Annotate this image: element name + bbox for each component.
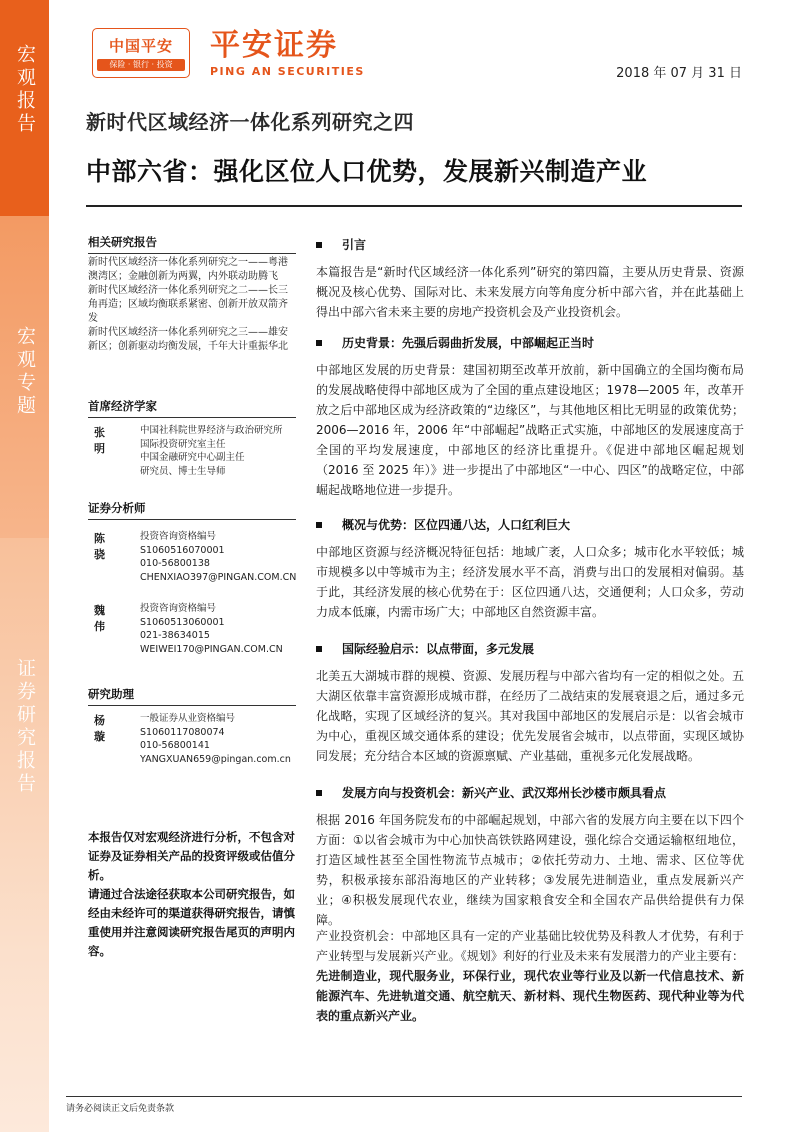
related-report-item[interactable]: 新时代区域经济一体化系列研究之二——长三角再造；区域均衡联系紧密、创新开放双箭齐发 <box>88 285 288 324</box>
section-heading-text: 概况与优势：区位四通八达，人口红利巨大 <box>342 518 571 532</box>
side-tab-label: 宏观报告 <box>14 44 36 136</box>
chief-economist-heading: 首席经济学家 <box>88 398 296 418</box>
section-heading-outlook <box>316 784 666 801</box>
body-text-emphasis: 先进制造业，现代服务业，环保行业，现代农业等行业及以新一代信息技术、新能源汽车、先进轨道交通、航空航天、新材料、现代生物医药、现代种业等为代表的重点新兴产业。 <box>316 969 744 1023</box>
person-info <box>140 602 310 656</box>
square-bullet-icon <box>316 340 322 346</box>
section-heading-history <box>316 334 594 351</box>
body-paragraph: 本篇报告是“新时代区域经济一体化系列”研究的第四篇，主要从历史背景、资源概况及核心优势、国际对比、未来发展方向等角度分析中部六省，并在此基础上得出中部六省未来主要的房地产投资机会及产业投资机会。 <box>316 265 744 319</box>
research-assistant-heading: 研究助理 <box>88 686 296 706</box>
body-paragraph: 中部地区资源与经济概况特征包括：地域广袤，人口众多；城市化水平较低；城市规模多以中等城市为主；经济发展水平不高，消费与出口的发展相对偏弱。基于此，其经济发展的核心优势在于：区位四通八达，交通便利；人口众多，劳动力成本低廉，内需市场广大；中部地区自然资源丰富。 <box>316 545 744 619</box>
logo-securities-zh: 平安证券 <box>210 28 338 63</box>
square-bullet-icon <box>316 242 322 248</box>
ping-an-securities-logo <box>210 30 365 78</box>
person-info-line: 一般证券从业资格编号 <box>140 713 236 724</box>
analyst-email-link[interactable]: WEIWEI170@PINGAN.COM.CN <box>140 643 283 655</box>
person-info-line: S1060117080074 <box>140 726 225 738</box>
logo-pingan-main-text: 中国平安 <box>108 37 173 55</box>
section-heading-intro <box>316 236 366 253</box>
logo-pingan-tagline: 保险 · 银行 · 投资 <box>97 59 185 71</box>
section-heading-international <box>316 640 534 657</box>
person-info-line: 研究员、博士生导师 <box>140 465 226 477</box>
body-text: 产业投资机会：中部地区具有一定的产业基础比较优势及科教人才优势，有利于产业转型与发展新兴产业。《规划》利好的行业及未来有发展潜力的产业主要有： <box>316 929 744 963</box>
page-title: 中部六省：强化区位人口优势，发展新兴制造产业 <box>86 157 648 186</box>
section-heading-text: 历史背景：先强后弱曲折发展，中部崛起正当时 <box>342 336 595 350</box>
person-info-line: 投资咨询资格编号 <box>140 531 217 542</box>
title-divider <box>86 205 742 207</box>
section-body-industry <box>316 926 744 1026</box>
logo-securities-en: PING AN SECURITIES <box>210 65 365 78</box>
related-reports-heading: 相关研究报告 <box>88 234 296 254</box>
related-reports-list <box>88 256 296 354</box>
disclaimer-paragraph: 本报告仅对宏观经济进行分析，不包含对证券及证券相关产品的投资评级或估值分析。 <box>88 830 295 882</box>
section-body-international <box>316 666 744 766</box>
disclaimer <box>88 828 300 961</box>
section-heading-text: 发展方向与投资机会：新兴产业、武汉郑州长沙楼市颇具看点 <box>342 786 667 800</box>
side-tab-macro-topic <box>0 216 49 538</box>
person-info-line: S1060516070001 <box>140 544 225 556</box>
section-body-outlook <box>316 810 744 930</box>
series-title: 新时代区域经济一体化系列研究之四 <box>86 110 414 134</box>
person-info-line: 中国社科院世界经济与政治研究所 <box>140 425 283 436</box>
analyst-email-link[interactable]: CHENXIAO397@PINGAN.COM.CN <box>140 571 297 583</box>
assistant-email-link[interactable]: YANGXUAN659@pingan.com.cn <box>140 753 291 765</box>
person-info-line: 投资咨询资格编号 <box>140 603 217 614</box>
person-info-line: 021-38634015 <box>140 630 210 641</box>
body-paragraph <box>316 926 744 1026</box>
side-tab-label: 证券研究报告 <box>14 658 36 796</box>
person-name: 魏伟 <box>94 604 105 633</box>
report-date: 2018 年 07 月 31 日 <box>616 66 742 81</box>
section-body-intro <box>316 262 744 322</box>
side-tab-macro-report <box>0 0 49 216</box>
disclaimer-paragraph: 请通过合法途径获取本公司研究报告，如经由未经许可的渠道获得研究报告，请慎重使用并注意阅读研究报告尾页的声明内容。 <box>88 887 295 958</box>
person-info <box>140 712 310 766</box>
body-paragraph: 根据 2016 年国务院发布的中部崛起规划，中部六省的发展方向主要在以下四个方面：①以省会城市为中心加快高铁铁路网建设，强化综合交通运输枢纽地位，打造区域性甚至全国性物流节点城市；②依托劳动力、土地、需求、区位等优势，积极承接东部沿海地区的产业转移；③发展先进制造业，重点发展新兴产业；④积极发展现代农业，继续为国家粮食安全和全国农产品供给提供有力保障。 <box>316 813 744 927</box>
side-tab-label: 宏观专题 <box>14 326 36 418</box>
footer-note: 请务必阅读正文后免责条款 <box>66 1104 175 1114</box>
section-heading-text: 引言 <box>342 238 367 252</box>
body-paragraph: 北美五大湖城市群的规模、资源、发展历程与中部六省均有一定的相似之处。五大湖区依靠丰富资源形成城市群，在经历了二战结束的发展衰退之后，通过多元化战略，实现了区域经济的复兴。其对我国中部地区的发展启示是：以省会城市为中心，重视区域交通体系的建设；优先发展省会城市，以点带面，实现区域协同发展；充分结合本区域的资源禀赋、产业基础，重视多元化发展战略。 <box>316 669 744 763</box>
related-report-item[interactable]: 新时代区域经济一体化系列研究之三——雄安新区；创新驱动均衡发展，千年大计重振华北 <box>88 327 288 352</box>
person-name: 杨璇 <box>94 714 105 743</box>
person-info-line: 国际投资研究室主任 <box>140 438 226 450</box>
ping-an-group-logo <box>92 28 190 78</box>
section-body-overview <box>316 542 744 622</box>
section-heading-text: 国际经验启示：以点带面，多元发展 <box>342 642 535 656</box>
square-bullet-icon <box>316 646 322 652</box>
person-name: 陈骁 <box>94 532 105 561</box>
square-bullet-icon <box>316 790 322 796</box>
person-info <box>140 530 310 584</box>
square-bullet-icon <box>316 522 322 528</box>
person-info-line: 010-56800141 <box>140 740 210 751</box>
side-tab-securities-research <box>0 538 49 1132</box>
body-paragraph: 中部地区发展的历史背景：建国初期至改革开放前，新中国确立的全国均衡布局的发展战略使得中部地区成为了全国的重点建设地区；1978—2005 年，改革开放之后中部地区成为经济政策的“边缘区”，与其他地区相比无明显的政策优势；2006—2016 年，2006 年“中部崛起”战略正式实施，中部地区的发展速度高于全国的平均发展速度，中部地区的经济比重提升。《促进中部地区崛起规划（2016 至 2025 年）》进一步提出了中部地区“一中心、四区”的战略定位，中部崛起战略地位进一步提升。 <box>316 363 744 497</box>
related-report-item[interactable]: 新时代区域经济一体化系列研究之一——粤港澳湾区；金融创新为两翼，内外联动助腾飞 <box>88 257 288 282</box>
section-body-history <box>316 360 744 500</box>
person-info-line: 010-56800138 <box>140 558 210 569</box>
person-info-line: S1060513060001 <box>140 616 225 628</box>
person-info <box>140 424 310 478</box>
section-heading-overview <box>316 516 570 533</box>
person-name: 张明 <box>94 426 105 455</box>
person-info-line: 中国金融研究中心副主任 <box>140 452 245 463</box>
footer-divider <box>66 1096 742 1097</box>
analysts-heading: 证券分析师 <box>88 500 296 520</box>
